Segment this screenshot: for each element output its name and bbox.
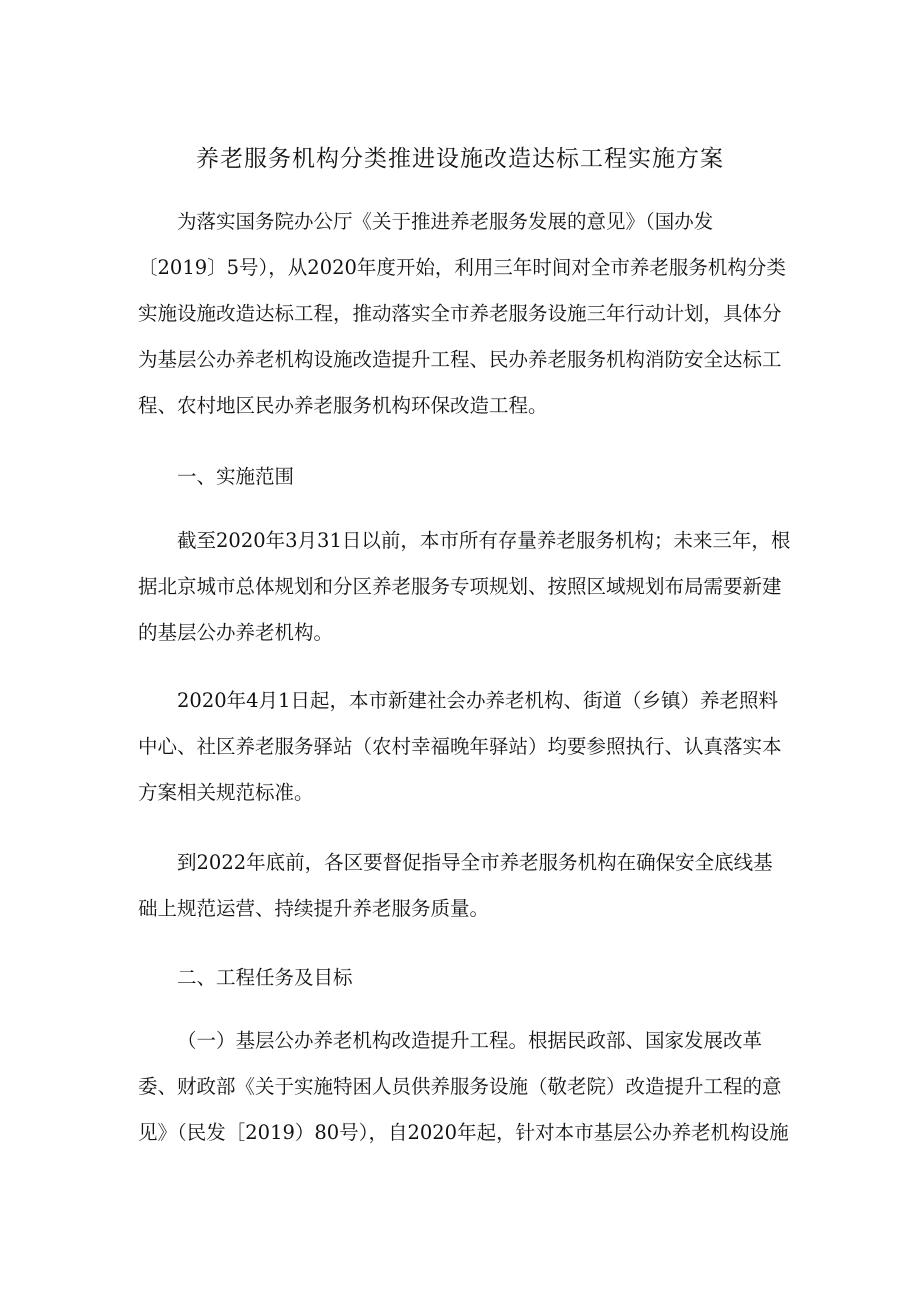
text-line: 见》（民发［2019）80号），自2020年起，针对本市基层公办养老机构设施: [138, 1121, 789, 1144]
section-heading-tasks: 二、工程任务及目标: [177, 966, 353, 989]
document-title: 养老服务机构分类推进设施改造达标工程实施方案: [196, 146, 724, 172]
tasks-paragraph-1: [138, 1018, 794, 1156]
text-line: 实施设施改造达标工程，推动落实全市养老服务设施三年行动计划，具体分: [138, 302, 782, 325]
scope-paragraph-2: [138, 678, 794, 816]
text-line: 〔2019〕5号），从2020年度开始，利用三年时间对全市养老服务机构分类: [138, 256, 786, 279]
text-line: 中心、社区养老服务驿站（农村幸福晚年驿站）均要参照执行、认真落实本: [138, 735, 782, 758]
scope-paragraph-1: [138, 518, 794, 656]
text-line: 的基层公办养老机构。: [138, 621, 334, 644]
intro-paragraph: [138, 199, 794, 429]
text-line: 截至2020年3月31日以前，本市所有存量养老服务机构；未来三年，根: [177, 529, 791, 552]
text-line: 方案相关规范标准。: [138, 781, 314, 804]
text-line: 到2022年底前，各区要督促指导全市养老服务机构在确保安全底线基: [177, 851, 773, 874]
text-line: 础上规范运营、持续提升养老服务质量。: [138, 897, 490, 920]
section-heading-scope: 一、实施范围: [177, 465, 295, 488]
text-line: 为基层公办养老机构设施改造提升工程、民办养老服务机构消防安全达标工: [138, 348, 782, 371]
text-line: 为落实国务院办公厅《关于推进养老服务发展的意见》（国办发: [177, 210, 714, 233]
text-line: 委、财政部《关于实施特困人员供养服务设施（敬老院）改造提升工程的意: [138, 1075, 782, 1098]
text-line: （一）基层公办养老机构改造提升工程。根据民政部、国家发展改革: [177, 1029, 763, 1052]
scope-paragraph-3: [138, 840, 794, 932]
text-line: 据北京城市总体规划和分区养老服务专项规划、按照区域规划布局需要新建: [138, 575, 782, 598]
text-line: 程、农村地区民办养老服务机构环保改造工程。: [138, 394, 548, 417]
text-line: 2020年4月1日起，本市新建社会办养老机构、街道（乡镇）养老照料: [177, 689, 778, 712]
